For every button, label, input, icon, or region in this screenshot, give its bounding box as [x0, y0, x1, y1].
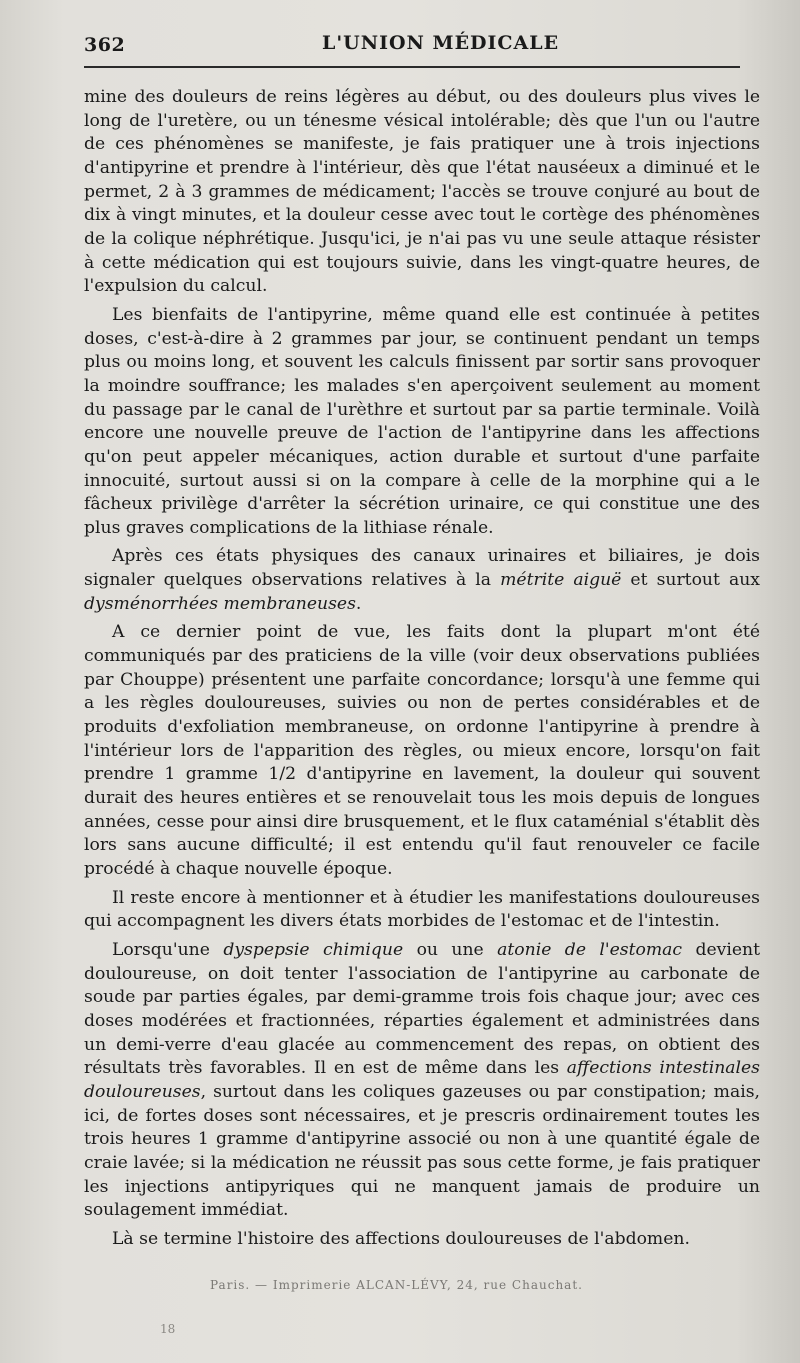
text-run: mine des douleurs de reins légères au début, ou des douleurs plus vives le long de l'uretère, ou un ténesme vésical intolérable; dès que l'un ou l'autre de ces phénomènes se manifeste, je fais pratiquer une à trois injections d'antipyrine et prendre à l'intérieur, dès que l'état nauséeux a diminué et le permet, 2 à 3 grammes de médicament; l'accès se trouve conjuré au bout de dix à vingt minutes, et la douleur cesse avec tout le cortège des phénomènes de la colique néphrétique. Jusqu'ici, je n'ai pas vu une seule attaque résister à cette médication qui est toujours suivie, dans les vingt-quatre heures, de l'expulsion du calcul.	[84, 87, 760, 297]
printer-line: Paris. — Imprimerie ALCAN-LÉVY, 24, rue Chauchat.	[210, 1278, 583, 1292]
body-text	[84, 86, 760, 1257]
text-run: .	[355, 593, 362, 614]
text-run: Il reste encore à mentionner et à étudier les manifestations douloureuses qui accompagnent les divers états morbides de l'estomac et de l'intestin.	[84, 887, 760, 932]
running-title: L'UNION MÉDICALE	[322, 32, 560, 54]
text-run: devient douloureuse, on doit tenter l'association de l'antipyrine au carbonate de soude par parties égales, par demi-gramme trois fois chaque jour; avec ces doses modérées et fractionnées, réparties également et administrées dans un demi-verre d'eau glacée au commencement des repas, on obtient des résultats très favorables. Il en est de même dans les	[84, 939, 760, 1079]
paragraph-3	[84, 545, 760, 616]
paragraph-7	[84, 1228, 760, 1252]
signature-mark: 18	[160, 1322, 176, 1336]
paragraph-5	[84, 887, 760, 934]
text-run: A ce dernier point de vue, les faits dont la plupart m'ont été communiqués par des praticiens de la ville (voir deux observations publiées par Chouppe) présentent une parfaite concordance; lorsqu'à une femme qui a les règles douloureuses, suivies ou non de pertes considérables et de produits d'exfoliation membraneuse, on ordonne l'antipyrine à prendre à l'intérieur lors de l'apparition des règles, ou mieux encore, lorsqu'on fait prendre 1 gramme 1/2 d'antipyrine en lavement, la douleur qui souvent durait des heures entières et se renouvelait tous les mois depuis de longues années, cesse pour ainsi dire brusquement, et le flux cataménial s'établit dès lors sans aucune difficulté; il est entendu qu'il faut renouveler ce facile procédé à chaque nouvelle époque.	[84, 622, 760, 879]
paragraph-1	[84, 86, 760, 299]
italic-phrase: dysménorrhées membraneuses	[84, 593, 356, 614]
paragraph-2	[84, 304, 760, 541]
text-run: Là se termine l'histoire des affections douloureuses de l'abdomen.	[112, 1228, 690, 1249]
text-run: Les bienfaits de l'antipyrine, même quand elle est continuée à petites doses, c'est-à-dire à 2 grammes par jour, se continuent pendant un temps plus ou moins long, et souvent les calculs finissent par sortir sans provoquer la moindre souffrance; les malades s'en aperçoivent seulement au moment du passage par le canal de l'urèthre et surtout par sa partie terminale. Voilà encore une nouvelle preuve de l'action de l'antipyrine dans les affections qu'on peut appeler mécaniques, action durable et surtout d'une parfaite innocuité, surtout aussi si on la compare à celle de la morphine qui a le fâcheux privilège d'arrêter la sécrétion urinaire, ce qui constitue une des plus graves complications de la lithiase rénale.	[84, 304, 760, 538]
paragraph-4	[84, 621, 760, 881]
text-run: Après ces états physiques des canaux urinaires et biliaires, je dois signaler quelques observations relatives à la	[84, 546, 760, 591]
italic-phrase: affections intestinales douloureuses	[84, 1058, 760, 1102]
page-header	[84, 30, 740, 70]
italic-phrase: dyspepsie chimique	[223, 939, 404, 960]
text-run: Lorsqu'une	[112, 939, 224, 960]
page-number: 362	[84, 34, 126, 56]
paragraph-6	[84, 939, 760, 1223]
italic-phrase: métrite aiguë	[500, 570, 622, 591]
text-run: , surtout dans les coliques gazeuses ou par constipation; mais, ici, de fortes doses sont nécessaires, et je prescris ordinairement toutes les trois heures 1 gramme d'antipyrine associé ou non à une quantité égale de craie lavée; si la médication ne réussit pas sous cette forme, je fais pratiquer les injections antipyriques qui ne manquent jamais de produire un soulagement immédiat.	[84, 1081, 760, 1221]
text-run: et surtout aux	[621, 570, 760, 591]
text-run: ou une	[403, 939, 498, 960]
italic-phrase: atonie de l'estomac	[497, 939, 683, 960]
header-rule	[84, 66, 740, 68]
